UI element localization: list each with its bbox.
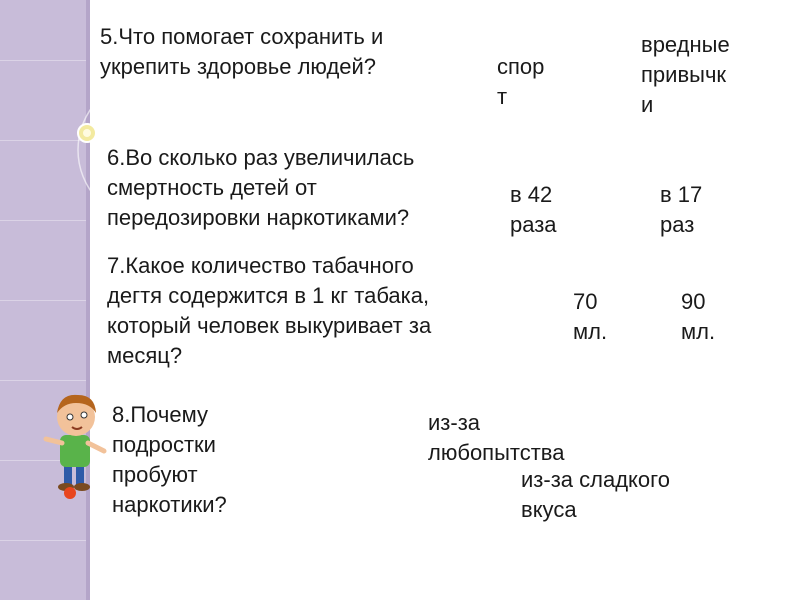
question-7: 7.Какое количество табачного дегтя содержится в 1 кг табака, который человек выкуривает за месяц?	[107, 253, 432, 368]
answer-6-17-times[interactable]: в 17 раз	[660, 182, 703, 237]
answer-5-sport[interactable]: спор т	[497, 54, 545, 109]
answer-6-42-times[interactable]: в 42 раза	[510, 182, 557, 237]
cartoon-boy-icon	[40, 385, 115, 500]
question-6: 6.Во сколько раз увеличилась смертность детей от передозировки наркотиками?	[107, 145, 415, 230]
question-8: 8.Почему подростки пробуют наркотики?	[112, 402, 227, 517]
question-5: 5.Что помогает сохранить и укрепить здоровье людей?	[100, 24, 384, 79]
answer-5-bad-habits[interactable]: вредные привычк и	[641, 32, 730, 117]
answer-7-70ml[interactable]: 70 мл.	[573, 289, 608, 344]
answer-7-90ml[interactable]: 90 мл.	[681, 289, 716, 344]
answer-8-sweet-taste[interactable]: из-за сладкого вкуса	[521, 467, 670, 522]
answer-8-curiosity[interactable]: из-за любопытства	[428, 410, 565, 465]
